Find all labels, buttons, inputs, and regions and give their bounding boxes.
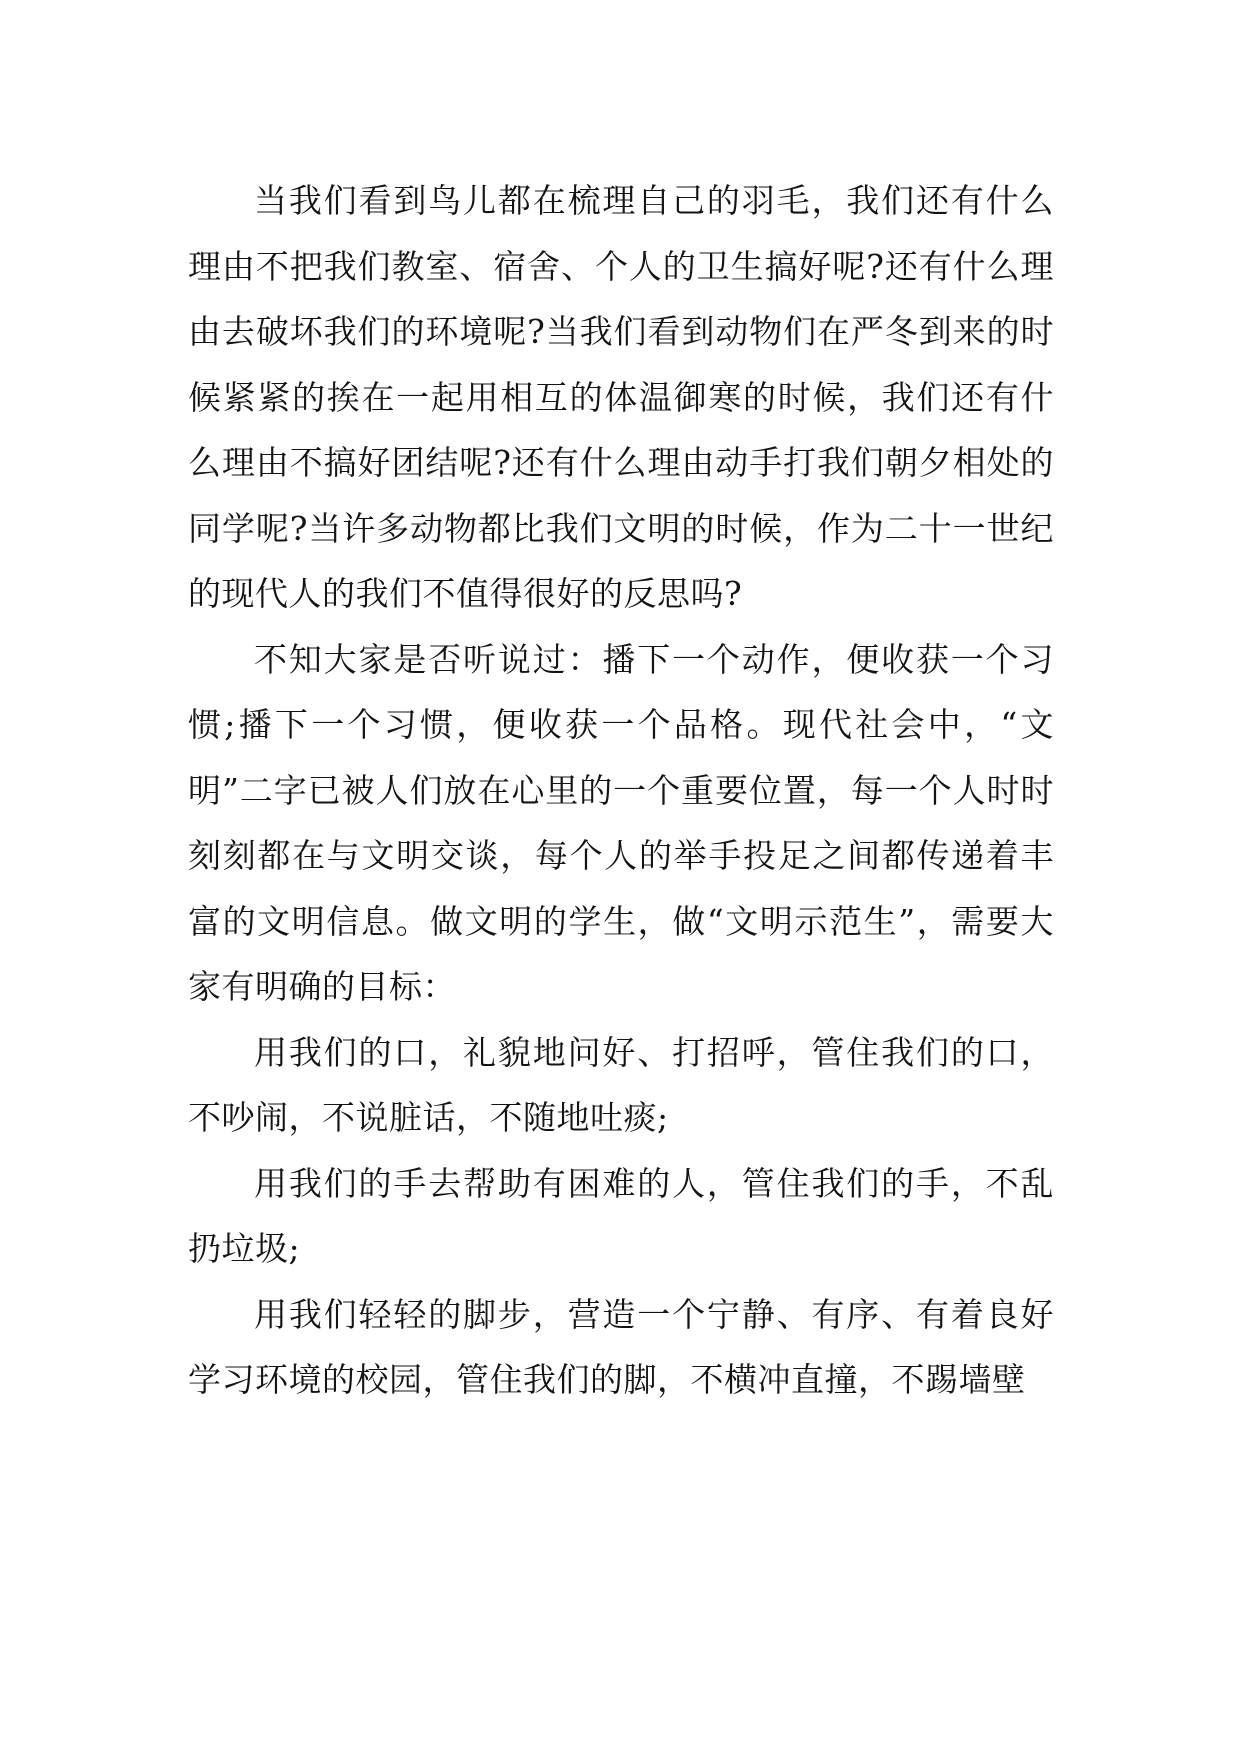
paragraph-hands: 用我们的手去帮助有困难的人，管住我们的手，不乱扔垃圾; [188, 1163, 1054, 1268]
paragraph-reflection: 当我们看到鸟儿都在梳理自己的羽毛，我们还有什么理由不把我们教室、宿舍、个人的卫生搞好呢?还有什么理由去破坏我们的环境呢?当我们看到动物们在严冬到来的时候紧紧的挨在一起用相互的体温御寒的时候，我们还有什么理由不搞好团结呢?还有什么理由动手打我们朝夕相处的同学呢?当许多动物都比我们文明的时候，作为二十一世纪的现代人的我们不值得很好的反思吗? [188, 181, 1054, 613]
paragraph-mouth: 用我们的口，礼貌地问好、打招呼，管住我们的口，不吵闹，不说脏话，不随地吐痰; [188, 1032, 1054, 1137]
document-body [188, 168, 1054, 1413]
paragraph-habits: 不知大家是否听说过：播下一个动作，便收获一个习惯;播下一个习惯，便收获一个品格。现代社会中，“文明”二字已被人们放在心里的一个重要位置，每一个人时时刻刻都在与文明交谈，每个人的举手投足之间都传递着丰富的文明信息。做文明的学生，做“文明示范生”，需要大家有明确的目标： [188, 639, 1054, 1006]
paragraph-feet: 用我们轻轻的脚步，营造一个宁静、有序、有着良好学习环境的校园，管住我们的脚，不横冲直撞，不踢墙壁 [188, 1294, 1054, 1399]
